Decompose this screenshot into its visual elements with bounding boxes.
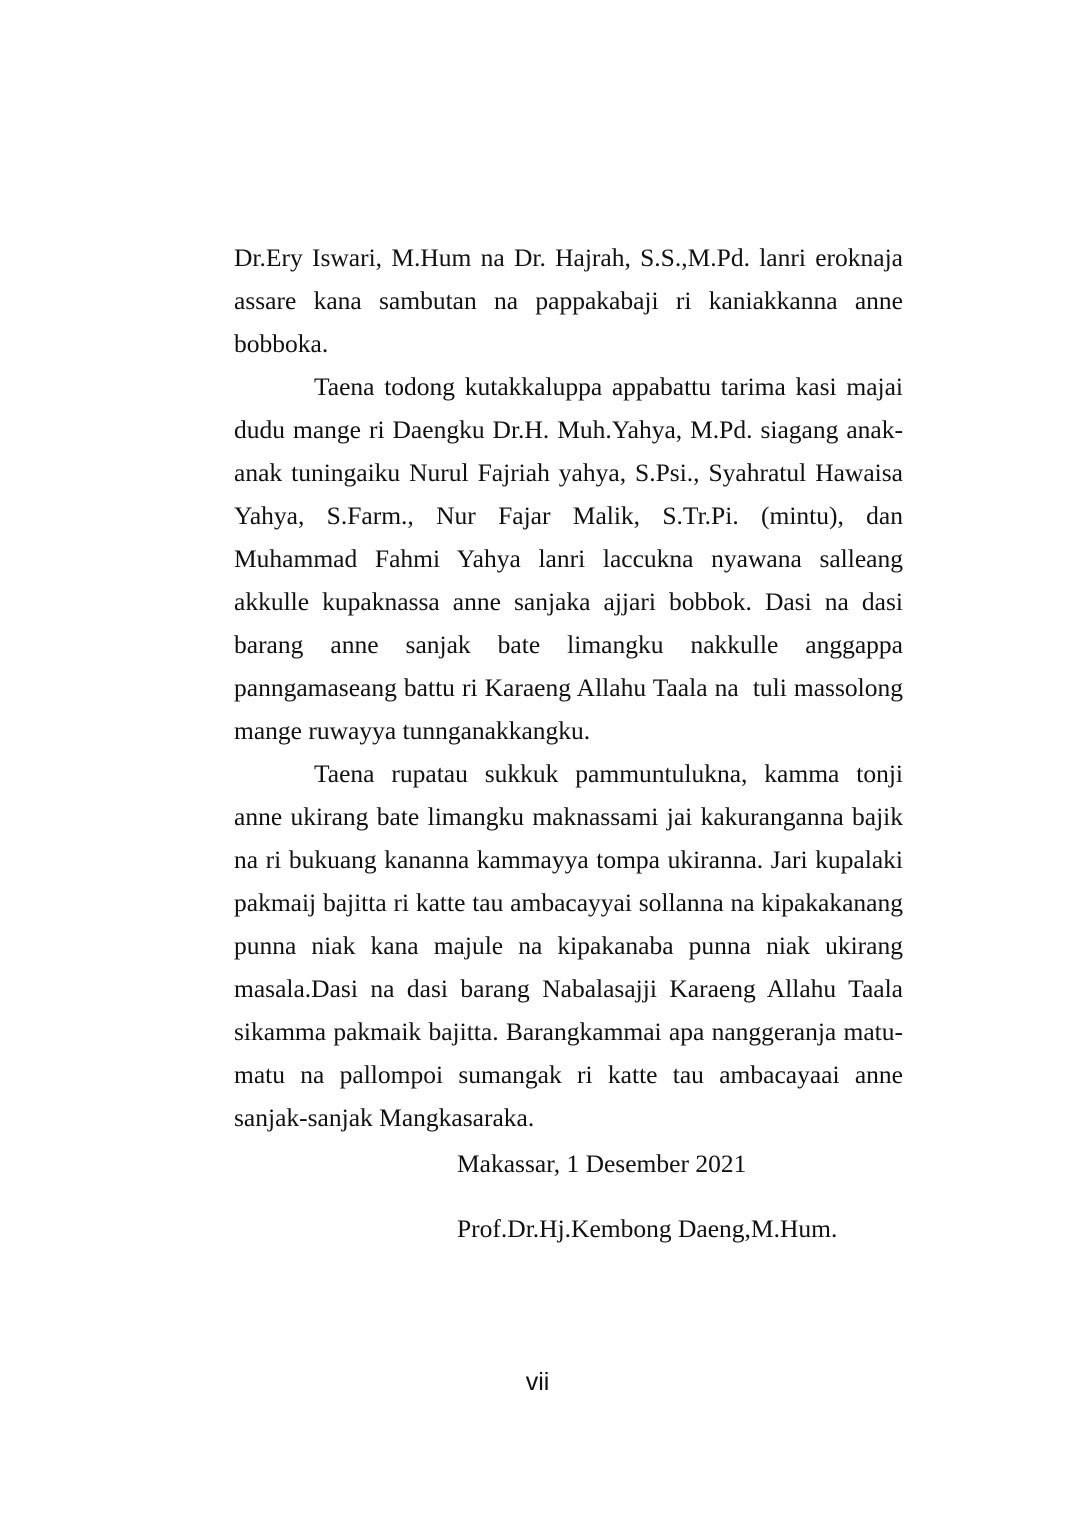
paragraph-acknowledgement-continuation: Dr.Ery Iswari, M.Hum na Dr. Hajrah, S.S.,M.Pd. lanri eroknaja assare kana sambutan na pappakabaji ri kaniakkanna anne bobboka. — [234, 243, 910, 358]
signature-author-name: Prof.Dr.Hj.Kembong Daeng,M.Hum. — [457, 1214, 838, 1243]
signature-place-and-date: Makassar, 1 Desember 2021 — [457, 1149, 747, 1178]
paragraph-closing-apology: Taena rupatau sukkuk pammuntulukna, kamma tonji anne ukirang bate limangku maknassami jai kakuranganna bajik na ri bukuang kananna kammayya tompa ukiranna. Jari kupalaki pakmaij bajitta ri katte tau ambacayyai sollanna na kipakakanang punna niak kana majule na kipakanaba punna niak ukirang masala.Dasi na dasi barang Nabalasajji Karaeng Allahu Taala sikamma pakmaik bajitta. Barangkammai apa nanggeranja matu-matu na pallompoi sumangak ri katte tau ambacayaai anne sanjak-sanjak Mangkasaraka. — [234, 759, 910, 1132]
paragraph-thanks-family: Taena todong kutakkaluppa appabattu tarima kasi majai dudu mange ri Daengku Dr.H. Muh.Yahya, M.Pd. siagang anak-anak tuningaiku Nurul Fajriah yahya, S.Psi., Syahratul Hawaisa Yahya, S.Farm., Nur Fajar Malik, S.Tr.Pi. (mintu), dan Muhammad Fahmi Yahya lanri laccukna nyawana salleang akkulle kupaknassa anne sanjaka ajjari bobbok. Dasi na dasi barang anne sanjak bate limangku nakkulle anggappa panngamaseang battu ri Karaeng Allahu Taala na tuli massolong mange ruwayya tunnganakkangku. — [234, 372, 910, 745]
signature-block — [457, 1142, 903, 1250]
page-number-footer: vii — [525, 1368, 550, 1396]
body-text-block — [234, 236, 910, 1139]
